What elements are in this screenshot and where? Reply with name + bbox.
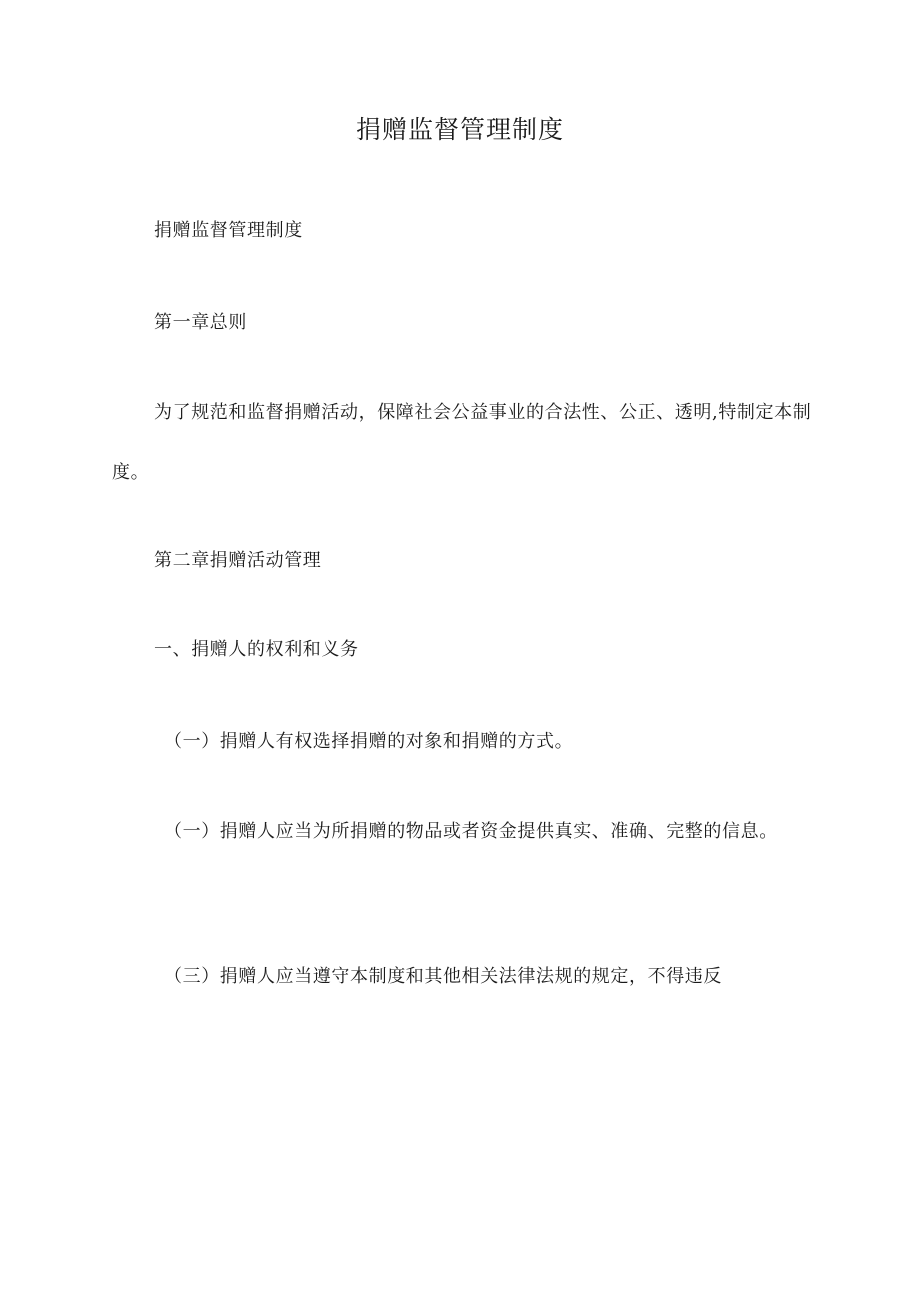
chapter-heading-2: 第二章捐赠活动管理 [154,550,322,571]
section-heading-1: 一、捐赠人的权利和义务 [154,639,359,660]
chapter-heading-1: 第一章总则 [154,312,247,333]
clause-item-2: （一）捐赠人应当为所捐赠的物品或者资金提供真实、准确、完整的信息。 [164,821,778,842]
clause-item-1: （一）捐赠人有权选择捐赠的对象和捐赠的方式。 [164,731,574,752]
paragraph-subtitle: 捐赠监督管理制度 [154,220,303,241]
document-title: 捐赠监督管理制度 [355,115,564,144]
clause-item-3: （三）捐赠人应当遵守本制度和其他相关法律法规的规定，不得违反 [164,966,722,987]
paragraph-purpose: 为了规范和监督捐赠活动，保障社会公益事业的合法性、公正、透明,特制定本制度。 [112,402,812,483]
